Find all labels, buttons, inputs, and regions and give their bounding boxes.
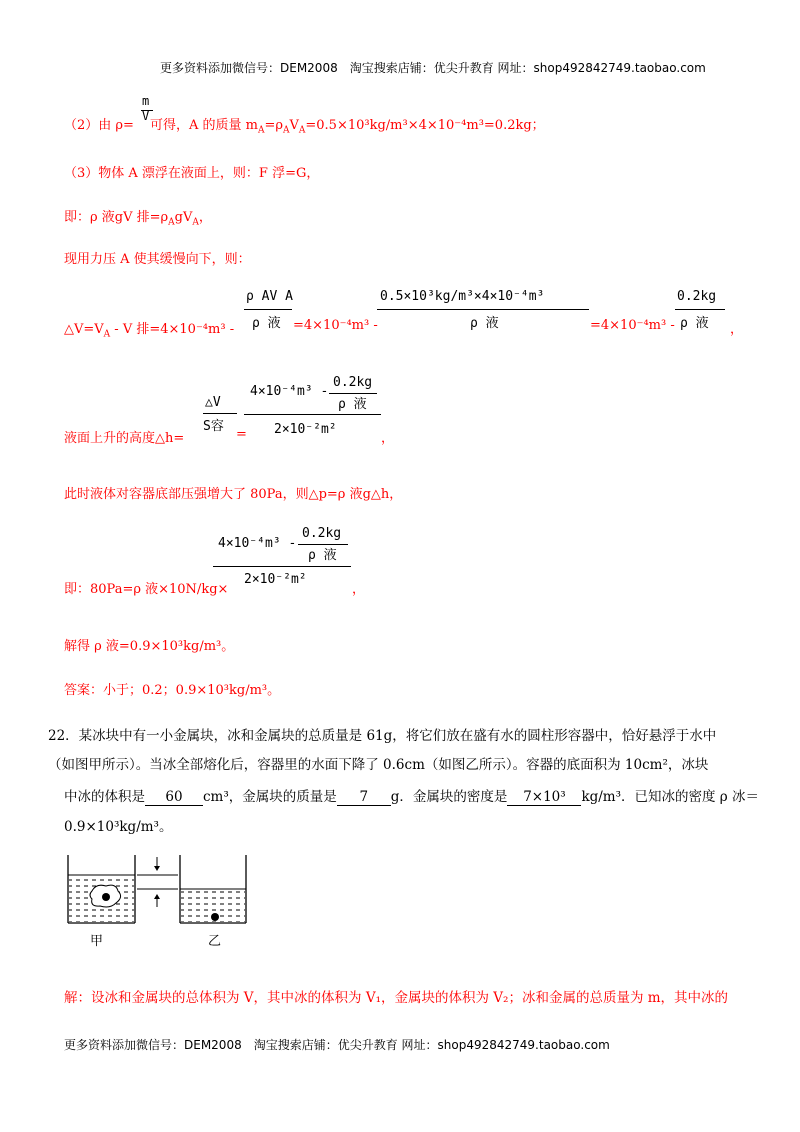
final-den: 2×10⁻²m² <box>244 572 307 587</box>
dv-eq3: =4×10⁻⁴m³ - <box>590 318 675 333</box>
container-b <box>180 855 246 923</box>
rise-num-b-num: 0.2kg <box>333 375 373 390</box>
final-comma: ， <box>352 582 366 597</box>
dv-frac1-den: ρ 液 <box>252 316 281 331</box>
q22-blank-metal-mass: 7 <box>337 789 391 806</box>
rise-eq: = <box>236 427 247 442</box>
dv-eq2: =4×10⁻⁴m³ - <box>293 318 378 333</box>
dv-lhs: △V=V <box>64 322 104 337</box>
q22-line1: 22．某冰块中有一小金属块，冰和金属块的总质量是 61g，将它们放在盛有水的圆柱形容器中，恰好悬浮于水中 <box>48 728 717 744</box>
pressure-line: 此时液体对容器底部压强增大了 80Pa，则△p=ρ 液g△h， <box>64 487 403 502</box>
dv-frac3-den: ρ 液 <box>680 316 709 331</box>
final-main-bar <box>213 566 351 567</box>
q22-blank-metal-density: 7×10³ <box>507 789 581 806</box>
step3-line: （3）物体 A 漂浮在液面上，则：F 浮=G， <box>64 166 320 181</box>
metal-block-b <box>211 913 219 921</box>
q22-line3-c: g．金属块的密度是 <box>390 789 508 805</box>
answer-line: 答案：小于；0.2；0.9×10³kg/m³。 <box>64 683 281 698</box>
q22-line3-d: kg/m³．已知冰的密度 ρ 冰＝ <box>581 789 760 805</box>
rise-comma: ， <box>381 431 395 446</box>
solve-line: 解得 ρ 液=0.9×10³kg/m³。 <box>64 639 235 654</box>
dv-frac2-num: 0.5×10³kg/m³×4×10⁻⁴m³ <box>380 289 545 304</box>
fig-label-b: 乙 <box>208 934 222 949</box>
rise-num-b-den: ρ 液 <box>338 397 367 412</box>
dv-frac2-bar <box>377 309 589 310</box>
rise-frac-num: △V <box>205 395 221 410</box>
dv-frac3-num: 0.2kg <box>677 289 717 304</box>
rise-frac-den: S容 <box>203 419 224 434</box>
dv-line: $\triangle V=V_A - V$ 排=4×10⁻⁴m³ - <box>64 322 235 340</box>
rise-frac-bar <box>203 413 237 414</box>
step2-prefix: （2）由 ρ= <box>64 118 134 133</box>
dv-frac1-num: ρ AV A <box>246 289 293 304</box>
metal-block-a <box>102 893 110 901</box>
rho-frac-num: m <box>142 94 150 108</box>
step3b-part1: 即：ρ 液gV 排=ρ <box>64 210 169 225</box>
page-header: 更多资料添加微信号：DEM2008 淘宝搜索店铺：优尖升教育 网址：shop492842749.taobao.com <box>160 61 706 75</box>
dv-comma: ， <box>730 322 744 337</box>
fig-label-a: 甲 <box>90 934 104 949</box>
level-markers <box>137 857 178 907</box>
rise-num-a: 4×10⁻⁴m³ - <box>250 384 329 399</box>
step3b-line: 即：ρ 液gV 排$=\rho_AgV_A$， <box>64 210 212 228</box>
final-num-b-den: ρ 液 <box>308 548 337 563</box>
step2-mid: 可得，A 的质量 m <box>149 118 258 133</box>
container-a <box>68 855 135 923</box>
final-num-a: 4×10⁻⁴m³ - <box>218 536 297 551</box>
rise-main-bar <box>244 414 381 415</box>
dv-frac3-bar <box>675 309 725 310</box>
dv-mid: - V 排=4×10⁻⁴m³ - <box>110 322 235 337</box>
step2-rest: =0.5×10³kg/m³×4×10⁻⁴m³=0.2kg； <box>305 118 545 133</box>
step3b-part2: gV <box>174 210 193 225</box>
press-line: 现用力压 A 使其缓慢向下，则： <box>64 252 251 267</box>
rise-lhs: 液面上升的高度△h= <box>64 431 185 446</box>
step2-line: （2）由 ρ= 可得，A 的质量 $m_A=\rho_AV_A=0.5\times 10^3kg/m^3\times 4\times 10^{-4}m^3=0.2kg$； <box>64 118 545 136</box>
dv-frac1-bar <box>244 309 292 310</box>
dv-frac2-den: ρ 液 <box>470 316 499 331</box>
final-num-b-num: 0.2kg <box>302 526 342 541</box>
rise-den: 2×10⁻²m² <box>274 422 337 437</box>
page-footer: 更多资料添加微信号：DEM2008 淘宝搜索店铺：优尖升教育 网址：shop492842749.taobao.com <box>64 1038 610 1052</box>
q22-line3-b: cm³，金属块的质量是 <box>203 789 337 805</box>
q22-solution-start: 解：设冰和金属块的总体积为 V，其中冰的体积为 V₁，金属块的体积为 V₂；冰和金属的总质量为 m，其中冰的 <box>64 990 729 1006</box>
q22-line3 <box>64 785 759 806</box>
rho-frac-den: V <box>142 109 150 123</box>
q22-line2: （如图甲所示）。当冰全部熔化后，容器里的水面下降了 0.6cm（如图乙所示）。容器的底面积为 10cm²，冰块 <box>48 757 709 773</box>
final-lhs: 即：80Pa=ρ 液×10N/kg× <box>64 582 229 597</box>
q22-line4: 0.9×10³kg/m³。 <box>64 819 173 835</box>
q22-line3-a: 中冰的体积是 <box>64 789 145 805</box>
q22-blank-ice-volume: 60 <box>145 789 203 806</box>
